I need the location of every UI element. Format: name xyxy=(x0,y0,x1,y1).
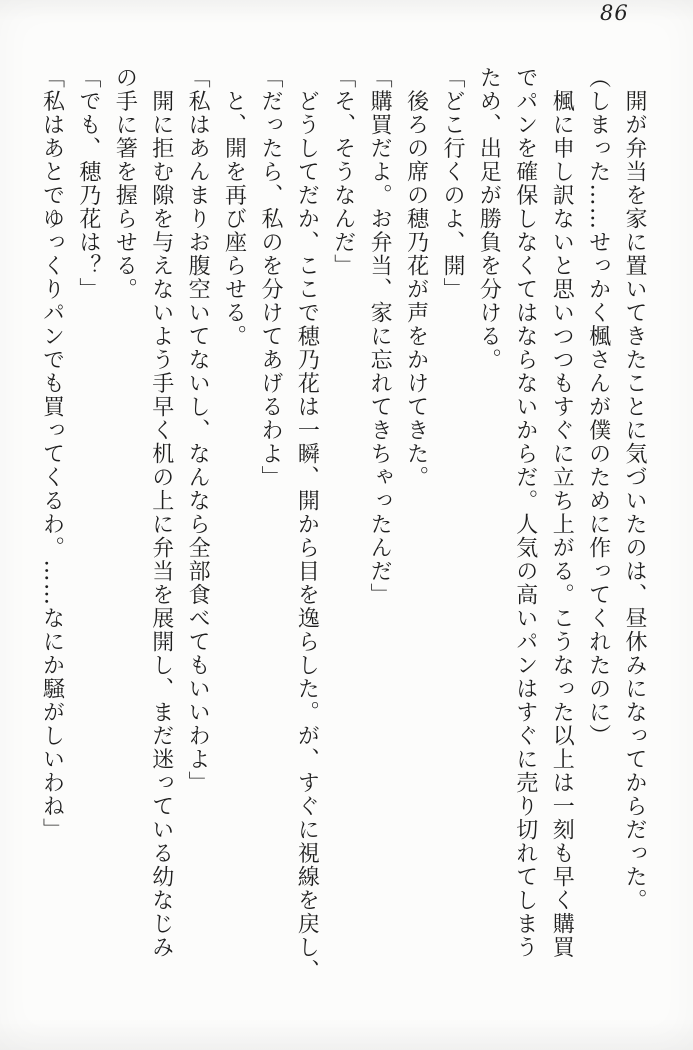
text-column: 「どこ行くのよ、開」 xyxy=(439,66,465,301)
page-text-block xyxy=(33,66,652,988)
text-column: ため、出足が勝負を分ける。 xyxy=(476,66,502,372)
text-column: 「私はあんまりお腹空いてないし、なんなら全部食べてもいいわよ」 xyxy=(185,66,211,795)
text-column: 開に拒む隙を与えないよう手早く机の上に弁当を展開し、まだ迷っている幼なじみ xyxy=(148,66,174,959)
text-column: 「そ、そうなんだ」 xyxy=(330,66,356,278)
text-column: 楓に申し訳ないと思いつつもすぐに立ち上がる。こうなった以上は一刻も早く購買 xyxy=(549,66,575,959)
text-column: 開が弁当を家に置いてきたことに気づいたのは、昼休みになってからだった。 xyxy=(622,66,647,912)
text-column: と、開を再び座らせる。 xyxy=(221,66,247,348)
page-number: 86 xyxy=(600,1,629,25)
text-column: 「でも、穂乃花は？」 xyxy=(75,66,101,301)
text-column: でパンを確保しなくてはならないからだ。人気の高いパンはすぐに売り切れてしまう xyxy=(512,66,538,959)
text-column: 「私はあとでゆっくりパンでも買ってくるわ。……なにか騒がしいわね」 xyxy=(39,66,65,842)
text-column: 「だったら、私のを分けてあげるわよ」 xyxy=(257,66,283,489)
text-column: （しまった……せっかく楓さんが僕のために作ってくれたのに） xyxy=(585,66,611,748)
text-column: 「購買だよ。お弁当、家に忘れてきちゃったんだ」 xyxy=(367,66,393,607)
text-column: どうしてだか、ここで穂乃花は一瞬、開から目を逸らした。が、すぐに視線を戻し、 xyxy=(294,66,320,983)
text-column: 後ろの席の穂乃花が声をかけてきた。 xyxy=(403,66,429,489)
text-column: の手に箸を握らせる。 xyxy=(112,66,138,301)
